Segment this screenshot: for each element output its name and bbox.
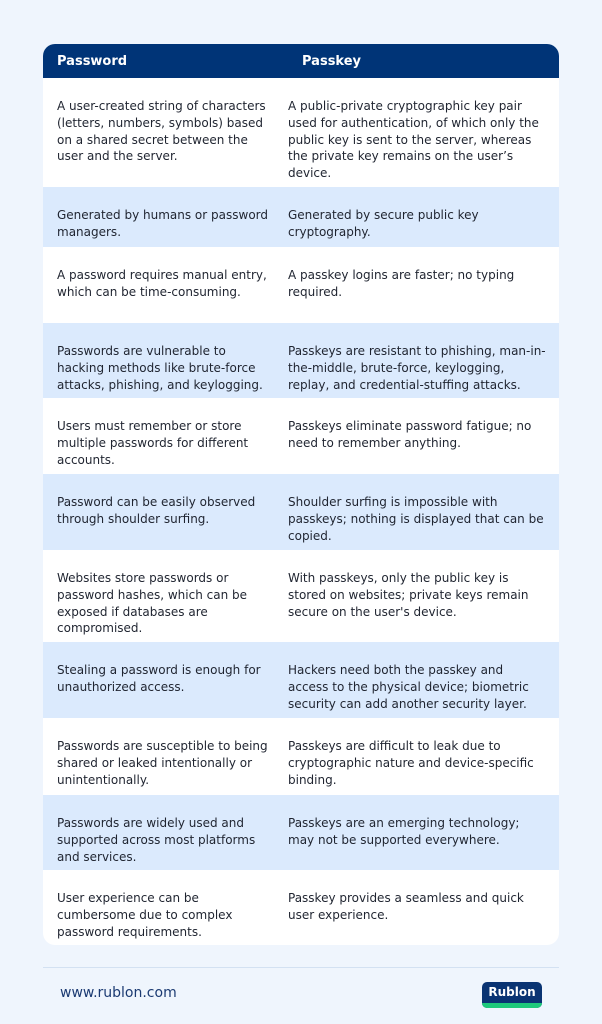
rublon-logo	[482, 982, 542, 1008]
table-row	[43, 247, 559, 323]
table-row	[43, 78, 559, 187]
cell-password: User experience can be cumbersome due to complex password requirements.	[57, 891, 233, 939]
table-row	[43, 642, 559, 718]
cell-password: Password can be easily observed through shoulder surfing.	[57, 495, 256, 526]
table-row	[43, 323, 559, 398]
table-row	[43, 474, 559, 550]
table-row	[43, 398, 559, 474]
cell-passkey: Hackers need both the passkey and access to the physical device; biometric security can add another security layer.	[288, 663, 529, 711]
table-row	[43, 550, 559, 642]
cell-passkey: Passkeys eliminate password fatigue; no need to remember anything.	[288, 419, 532, 450]
cell-passkey: Passkeys are resistant to phishing, man-in-the-middle, brute-force, keylogging, replay, and credential-stuffing attacks.	[288, 344, 546, 392]
comparison-table	[43, 44, 559, 945]
cell-password: Generated by humans or password managers.	[57, 208, 268, 239]
cell-password: Passwords are widely used and supported across most platforms and services.	[57, 816, 256, 864]
header-passkey: Passkey	[302, 53, 362, 69]
cell-password: A password requires manual entry, which can be time-consuming.	[57, 268, 267, 299]
logo-text: Rublon	[488, 985, 536, 999]
cell-password: Passwords are vulnerable to hacking methods like brute-force attacks, phishing, and keylogging.	[57, 344, 263, 392]
cell-passkey: Generated by secure public key cryptography.	[288, 208, 479, 239]
footer-url-link[interactable]: www.rublon.com	[60, 985, 177, 1001]
table-row	[43, 187, 559, 247]
logo-green-bar	[482, 1003, 542, 1008]
cell-password: A user-created string of characters (letters, numbers, symbols) based on a shared secret between the user and the server.	[57, 99, 266, 164]
cell-passkey: Shoulder surfing is impossible with passkeys; nothing is displayed that can be copied.	[288, 495, 544, 543]
table-row	[43, 795, 559, 870]
footer-divider	[43, 967, 559, 968]
table-row	[43, 718, 559, 795]
cell-passkey: With passkeys, only the public key is stored on websites; private keys remain secure on the user's device.	[288, 571, 529, 619]
table-header	[43, 44, 559, 78]
cell-password: Users must remember or store multiple passwords for different accounts.	[57, 419, 249, 467]
cell-passkey: Passkeys are difficult to leak due to cryptographic nature and device-specific binding.	[288, 739, 534, 787]
cell-password: Websites store passwords or password hashes, which can be exposed if databases are compromised.	[57, 571, 248, 636]
cell-passkey: Passkey provides a seamless and quick user experience.	[288, 891, 524, 922]
cell-passkey: Passkeys are an emerging technology; may not be supported everywhere.	[288, 816, 520, 847]
cell-passkey: A passkey logins are faster; no typing required.	[288, 268, 515, 299]
header-password: Password	[57, 53, 128, 69]
table-row	[43, 870, 559, 945]
cell-password: Stealing a password is enough for unauthorized access.	[57, 663, 261, 694]
cell-passkey: A public-private cryptographic key pair used for authentication, of which only the public key is sent to the server, whereas the private key remains on the user’s device.	[288, 99, 539, 181]
cell-password: Passwords are susceptible to being shared or leaked intentionally or unintentionally.	[57, 739, 268, 787]
